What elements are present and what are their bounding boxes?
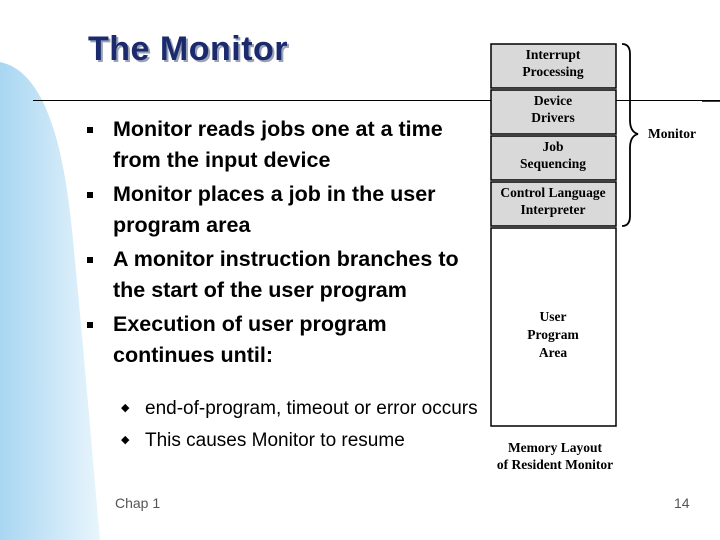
bullet-item bbox=[84, 114, 474, 176]
block-label: Drivers bbox=[531, 110, 575, 125]
square-bullet-icon bbox=[87, 192, 93, 198]
sub-bullet-item bbox=[118, 396, 478, 421]
square-bullet-icon bbox=[87, 257, 93, 263]
slide-title: The Monitor bbox=[88, 30, 289, 68]
bullet-text: Monitor reads jobs one at a time from the input device bbox=[113, 117, 443, 172]
user-area-label: Area bbox=[538, 345, 568, 360]
bullet-item bbox=[84, 179, 474, 241]
diagram-caption: Memory Layout bbox=[507, 440, 603, 455]
page-number: 14 bbox=[674, 495, 690, 511]
sub-bullet-text: This causes Monitor to resume bbox=[145, 430, 405, 451]
block-label: Control Language bbox=[500, 185, 606, 200]
chapter-label: Chap 1 bbox=[115, 495, 161, 511]
user-area-label: Program bbox=[527, 327, 579, 342]
block-label: Interpreter bbox=[520, 202, 586, 217]
bullet-text: Execution of user program continues until: bbox=[113, 312, 387, 367]
sub-bullet-list bbox=[118, 396, 478, 460]
brace-icon bbox=[622, 44, 638, 226]
memory-layout-diagram bbox=[488, 38, 720, 478]
sub-bullet-text: end-of-program, timeout or error occurs bbox=[145, 398, 478, 419]
diamond-bullet-icon: ◆ bbox=[121, 434, 130, 446]
block-label: Processing bbox=[522, 64, 584, 79]
block-label: Job bbox=[542, 139, 564, 154]
bullet-text: A monitor instruction branches to the start of the user program bbox=[113, 247, 459, 302]
monitor-brace-label: Monitor bbox=[648, 126, 696, 141]
block-label: Device bbox=[533, 93, 573, 108]
bullet-item bbox=[84, 309, 474, 371]
block-label: Sequencing bbox=[519, 156, 587, 171]
square-bullet-icon bbox=[87, 322, 93, 328]
square-bullet-icon bbox=[87, 127, 93, 133]
diamond-bullet-icon: ◆ bbox=[121, 402, 130, 414]
block-label: Interrupt bbox=[525, 47, 581, 62]
sub-bullet-item bbox=[118, 428, 478, 453]
bullet-text: Monitor places a job in the user program area bbox=[113, 182, 436, 237]
bullet-list bbox=[84, 114, 474, 374]
bullet-item bbox=[84, 244, 474, 306]
diagram-caption: of Resident Monitor bbox=[496, 457, 614, 472]
user-area-label: User bbox=[539, 309, 567, 324]
